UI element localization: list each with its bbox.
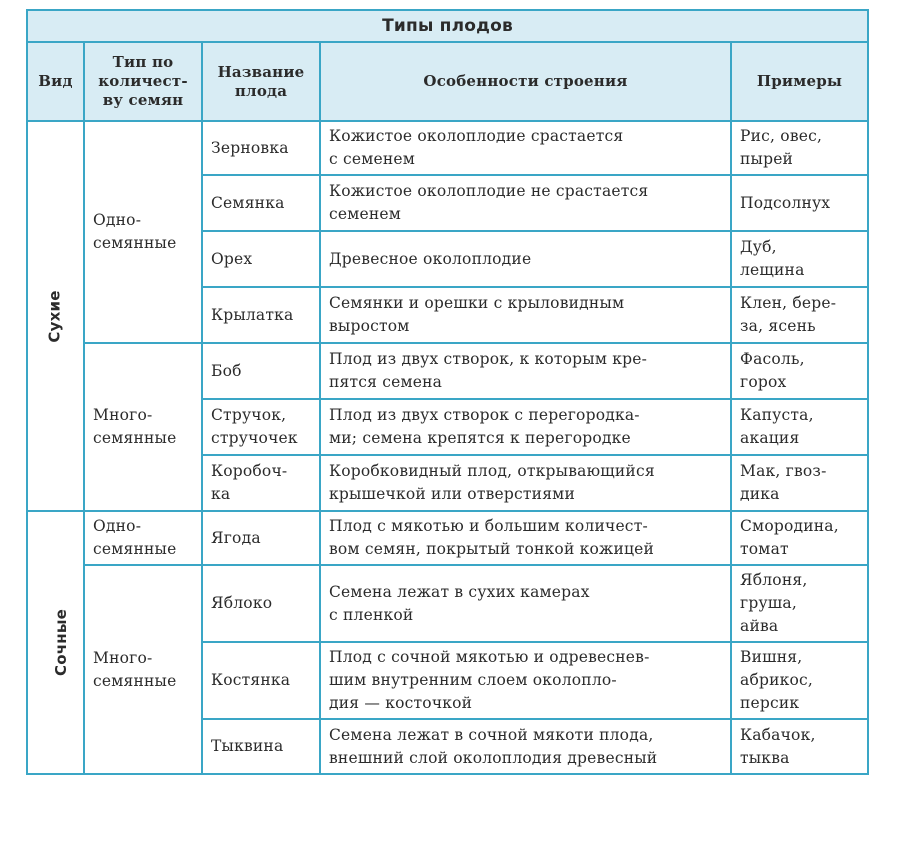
fruit-name: Крылатка bbox=[202, 287, 320, 343]
fruit-name: Тыквина bbox=[202, 719, 320, 774]
fruit-name: Коробоч- ка bbox=[202, 455, 320, 511]
header-vid: Вид bbox=[27, 42, 84, 121]
type-one-seed-juicy: Одно- семянные bbox=[84, 511, 202, 565]
fruit-examples: Яблоня, груша, айва bbox=[731, 565, 868, 642]
type-many-seed-juicy: Много- семянные bbox=[84, 565, 202, 774]
fruit-features: Плод из двух створок с перегородка- ми; семена крепятся к перегородке bbox=[320, 399, 731, 455]
fruit-examples: Вишня, абрикос, персик bbox=[731, 642, 868, 719]
fruit-features: Плод с мякотью и большим количест- вом семян, покрытый тонкой кожицей bbox=[320, 511, 731, 565]
fruit-examples: Мак, гвоз- дика bbox=[731, 455, 868, 511]
fruit-types-table bbox=[26, 9, 869, 775]
fruit-features: Семена лежат в сочной мякоти плода, внешний слой околоплодия древесный bbox=[320, 719, 731, 774]
fruit-examples: Рис, овес, пырей bbox=[731, 121, 868, 175]
type-one-seed-dry: Одно- семянные bbox=[84, 121, 202, 343]
fruit-features: Коробковидный плод, открывающийся крышечкой или отверстиями bbox=[320, 455, 731, 511]
fruit-name: Ягода bbox=[202, 511, 320, 565]
fruit-name: Боб bbox=[202, 343, 320, 399]
header-fruit-name: Название плода bbox=[202, 42, 320, 121]
fruit-features: Плод с сочной мякотью и одревеснев- шим внутренним слоем околопло- дия — косточкой bbox=[320, 642, 731, 719]
header-seed-type: Тип по количест- ву семян bbox=[84, 42, 202, 121]
fruit-name: Стручок, стручочек bbox=[202, 399, 320, 455]
group-juicy: Сочные bbox=[27, 511, 84, 774]
header-examples: Примеры bbox=[731, 42, 868, 121]
type-many-seed-dry: Много- семянные bbox=[84, 343, 202, 511]
table-title: Типы плодов bbox=[27, 10, 868, 42]
fruit-features: Плод из двух створок, к которым кре- пятся семена bbox=[320, 343, 731, 399]
fruit-name: Орех bbox=[202, 231, 320, 287]
fruit-examples: Капуста, акация bbox=[731, 399, 868, 455]
fruit-features: Кожистое околоплодие срастается с семенем bbox=[320, 121, 731, 175]
group-dry: Сухие bbox=[27, 121, 84, 511]
fruit-features: Древесное околоплодие bbox=[320, 231, 731, 287]
fruit-examples: Дуб, лещина bbox=[731, 231, 868, 287]
fruit-name: Семянка bbox=[202, 175, 320, 231]
fruit-features: Кожистое околоплодие не срастается семенем bbox=[320, 175, 731, 231]
fruit-examples: Кабачок, тыква bbox=[731, 719, 868, 774]
fruit-features: Семянки и орешки с крыловидным выростом bbox=[320, 287, 731, 343]
fruit-name: Яблоко bbox=[202, 565, 320, 642]
header-features: Особенности строения bbox=[320, 42, 731, 121]
fruit-name: Костянка bbox=[202, 642, 320, 719]
fruit-examples: Подсолнух bbox=[731, 175, 868, 231]
fruit-examples: Фасоль, горох bbox=[731, 343, 868, 399]
fruit-name: Зерновка bbox=[202, 121, 320, 175]
fruit-examples: Клен, бере- за, ясень bbox=[731, 287, 868, 343]
fruit-examples: Смородина, томат bbox=[731, 511, 868, 565]
fruit-features: Семена лежат в сухих камерах с пленкой bbox=[320, 565, 731, 642]
